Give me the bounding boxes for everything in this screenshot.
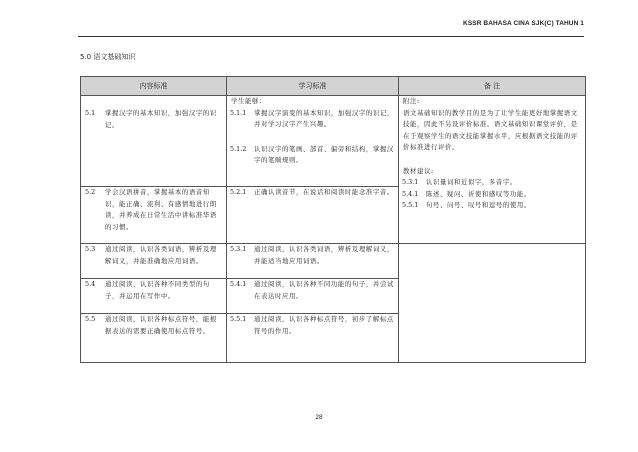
content-cell bbox=[81, 314, 227, 363]
content-cell bbox=[81, 244, 227, 279]
content-text: 掌握汉字的基本知识，加强汉字的识记。 bbox=[105, 109, 217, 129]
content-text: 通过阅读，认识各种标点符号，能根据表达的需要正确使用标点符号。 bbox=[105, 315, 217, 335]
content-number: 5.5 bbox=[85, 315, 96, 323]
standards-table bbox=[80, 76, 586, 363]
header-title: KSSR BAHASA CINA SJK(C) TAHUN 1 bbox=[463, 20, 584, 27]
table-row bbox=[81, 96, 586, 187]
learning-number: 5.1.2 bbox=[230, 144, 247, 153]
notes-empty-cell bbox=[399, 244, 586, 363]
content-text: 学会汉语拼音，掌握基本的语音知识，能正确、流利、有感情地进行朗读，并养成在日常生活中讲标准华语的习惯。 bbox=[105, 188, 217, 231]
learning-item bbox=[227, 187, 398, 199]
learning-number: 5.5.1 bbox=[230, 315, 247, 323]
content-item bbox=[81, 187, 226, 233]
suggestion-number: 5.3.1 bbox=[402, 178, 419, 186]
header-content-standard: 内容标准 bbox=[81, 77, 227, 96]
learning-text: 认识汉字的笔画、部首、偏旁和结构，掌握汉字的笔顺规则。 bbox=[254, 144, 394, 164]
learning-number: 5.1.1 bbox=[230, 108, 247, 117]
suggestion-item bbox=[399, 189, 585, 201]
learning-item bbox=[227, 279, 398, 302]
suggestion-number: 5.5.1 bbox=[402, 201, 419, 209]
content-cell bbox=[81, 279, 227, 314]
learning-text: 正确认读音节，在说话和阅读时能念准字音。 bbox=[254, 188, 394, 196]
learning-item bbox=[227, 314, 398, 337]
content-item bbox=[81, 244, 226, 267]
page-header bbox=[78, 14, 584, 37]
notes-body: 语文基础知识的教学目的是为了让学生能更好地掌握语文技能，因此不另设评价标准。语文基础知识课堂评价，是在于观察学生的语文技能掌握水平，应根据语文技能的评价标准进行评价。 bbox=[403, 108, 578, 151]
learning-text: 掌握汉字演变的基本知识，加强汉字的识记，并对学习汉字产生兴趣。 bbox=[254, 108, 394, 128]
learning-cell bbox=[227, 96, 399, 187]
learning-cell bbox=[227, 187, 399, 244]
learning-number: 5.4.1 bbox=[230, 280, 247, 288]
content-text: 通过阅读，认识各类词语，辨析及理解词义，并能准确地应用词语。 bbox=[105, 245, 217, 265]
content-item bbox=[81, 279, 226, 302]
content-number: 5.3 bbox=[85, 245, 96, 253]
content-cell bbox=[81, 96, 227, 187]
content-number: 5.1 bbox=[85, 109, 96, 117]
notes-heading: 附注: bbox=[403, 97, 420, 105]
suggestion-item bbox=[399, 200, 585, 212]
content-number: 5.4 bbox=[85, 280, 96, 288]
content-number: 5.2 bbox=[85, 188, 96, 196]
content-text: 通过阅读，认识各种不同类型的句子，并运用在写作中。 bbox=[105, 280, 210, 300]
section-title: 5.0 语文基础知识 bbox=[80, 53, 136, 61]
header-notes: 备 注 bbox=[399, 77, 586, 96]
suggest-heading: 教材建议: bbox=[403, 166, 434, 175]
suggestion-text: 句号、问号、叹号和逗号的使用。 bbox=[426, 201, 531, 209]
header-learning-standard: 学习标准 bbox=[227, 77, 399, 96]
table-header-row bbox=[81, 77, 586, 96]
content-cell bbox=[81, 187, 227, 244]
learning-item bbox=[227, 244, 398, 267]
learning-cell bbox=[227, 279, 399, 314]
suggestion-number: 5.4.1 bbox=[402, 189, 419, 198]
learning-item bbox=[227, 144, 398, 167]
learning-text: 通过阅读，认识各种标点符号，初步了解标点符号的作用。 bbox=[254, 315, 394, 335]
suggestion-text: 陈述、疑问、祈使和感叹等功能。 bbox=[426, 189, 531, 198]
learning-cell bbox=[227, 244, 399, 279]
page-number: 28 bbox=[315, 414, 323, 421]
learning-intro: 学生能够： bbox=[231, 97, 266, 105]
notes-cell bbox=[399, 96, 586, 244]
learning-cell bbox=[227, 314, 399, 363]
learning-text: 通过阅读，认识各种不同功能的句子，并尝试在表达时应用。 bbox=[254, 280, 394, 300]
suggestion-text: 认识量词和近似字，多音字。 bbox=[426, 178, 517, 186]
suggestion-item bbox=[399, 177, 585, 189]
content-item bbox=[81, 314, 226, 337]
content-item bbox=[81, 108, 226, 131]
learning-number: 5.3.1 bbox=[230, 245, 247, 253]
learning-text: 通过阅读，认识各类词语，辨析及理解词义，并能适当地应用词语。 bbox=[254, 245, 394, 265]
learning-item bbox=[227, 108, 398, 131]
table-row bbox=[81, 244, 586, 279]
learning-number: 5.2.1 bbox=[230, 188, 247, 196]
